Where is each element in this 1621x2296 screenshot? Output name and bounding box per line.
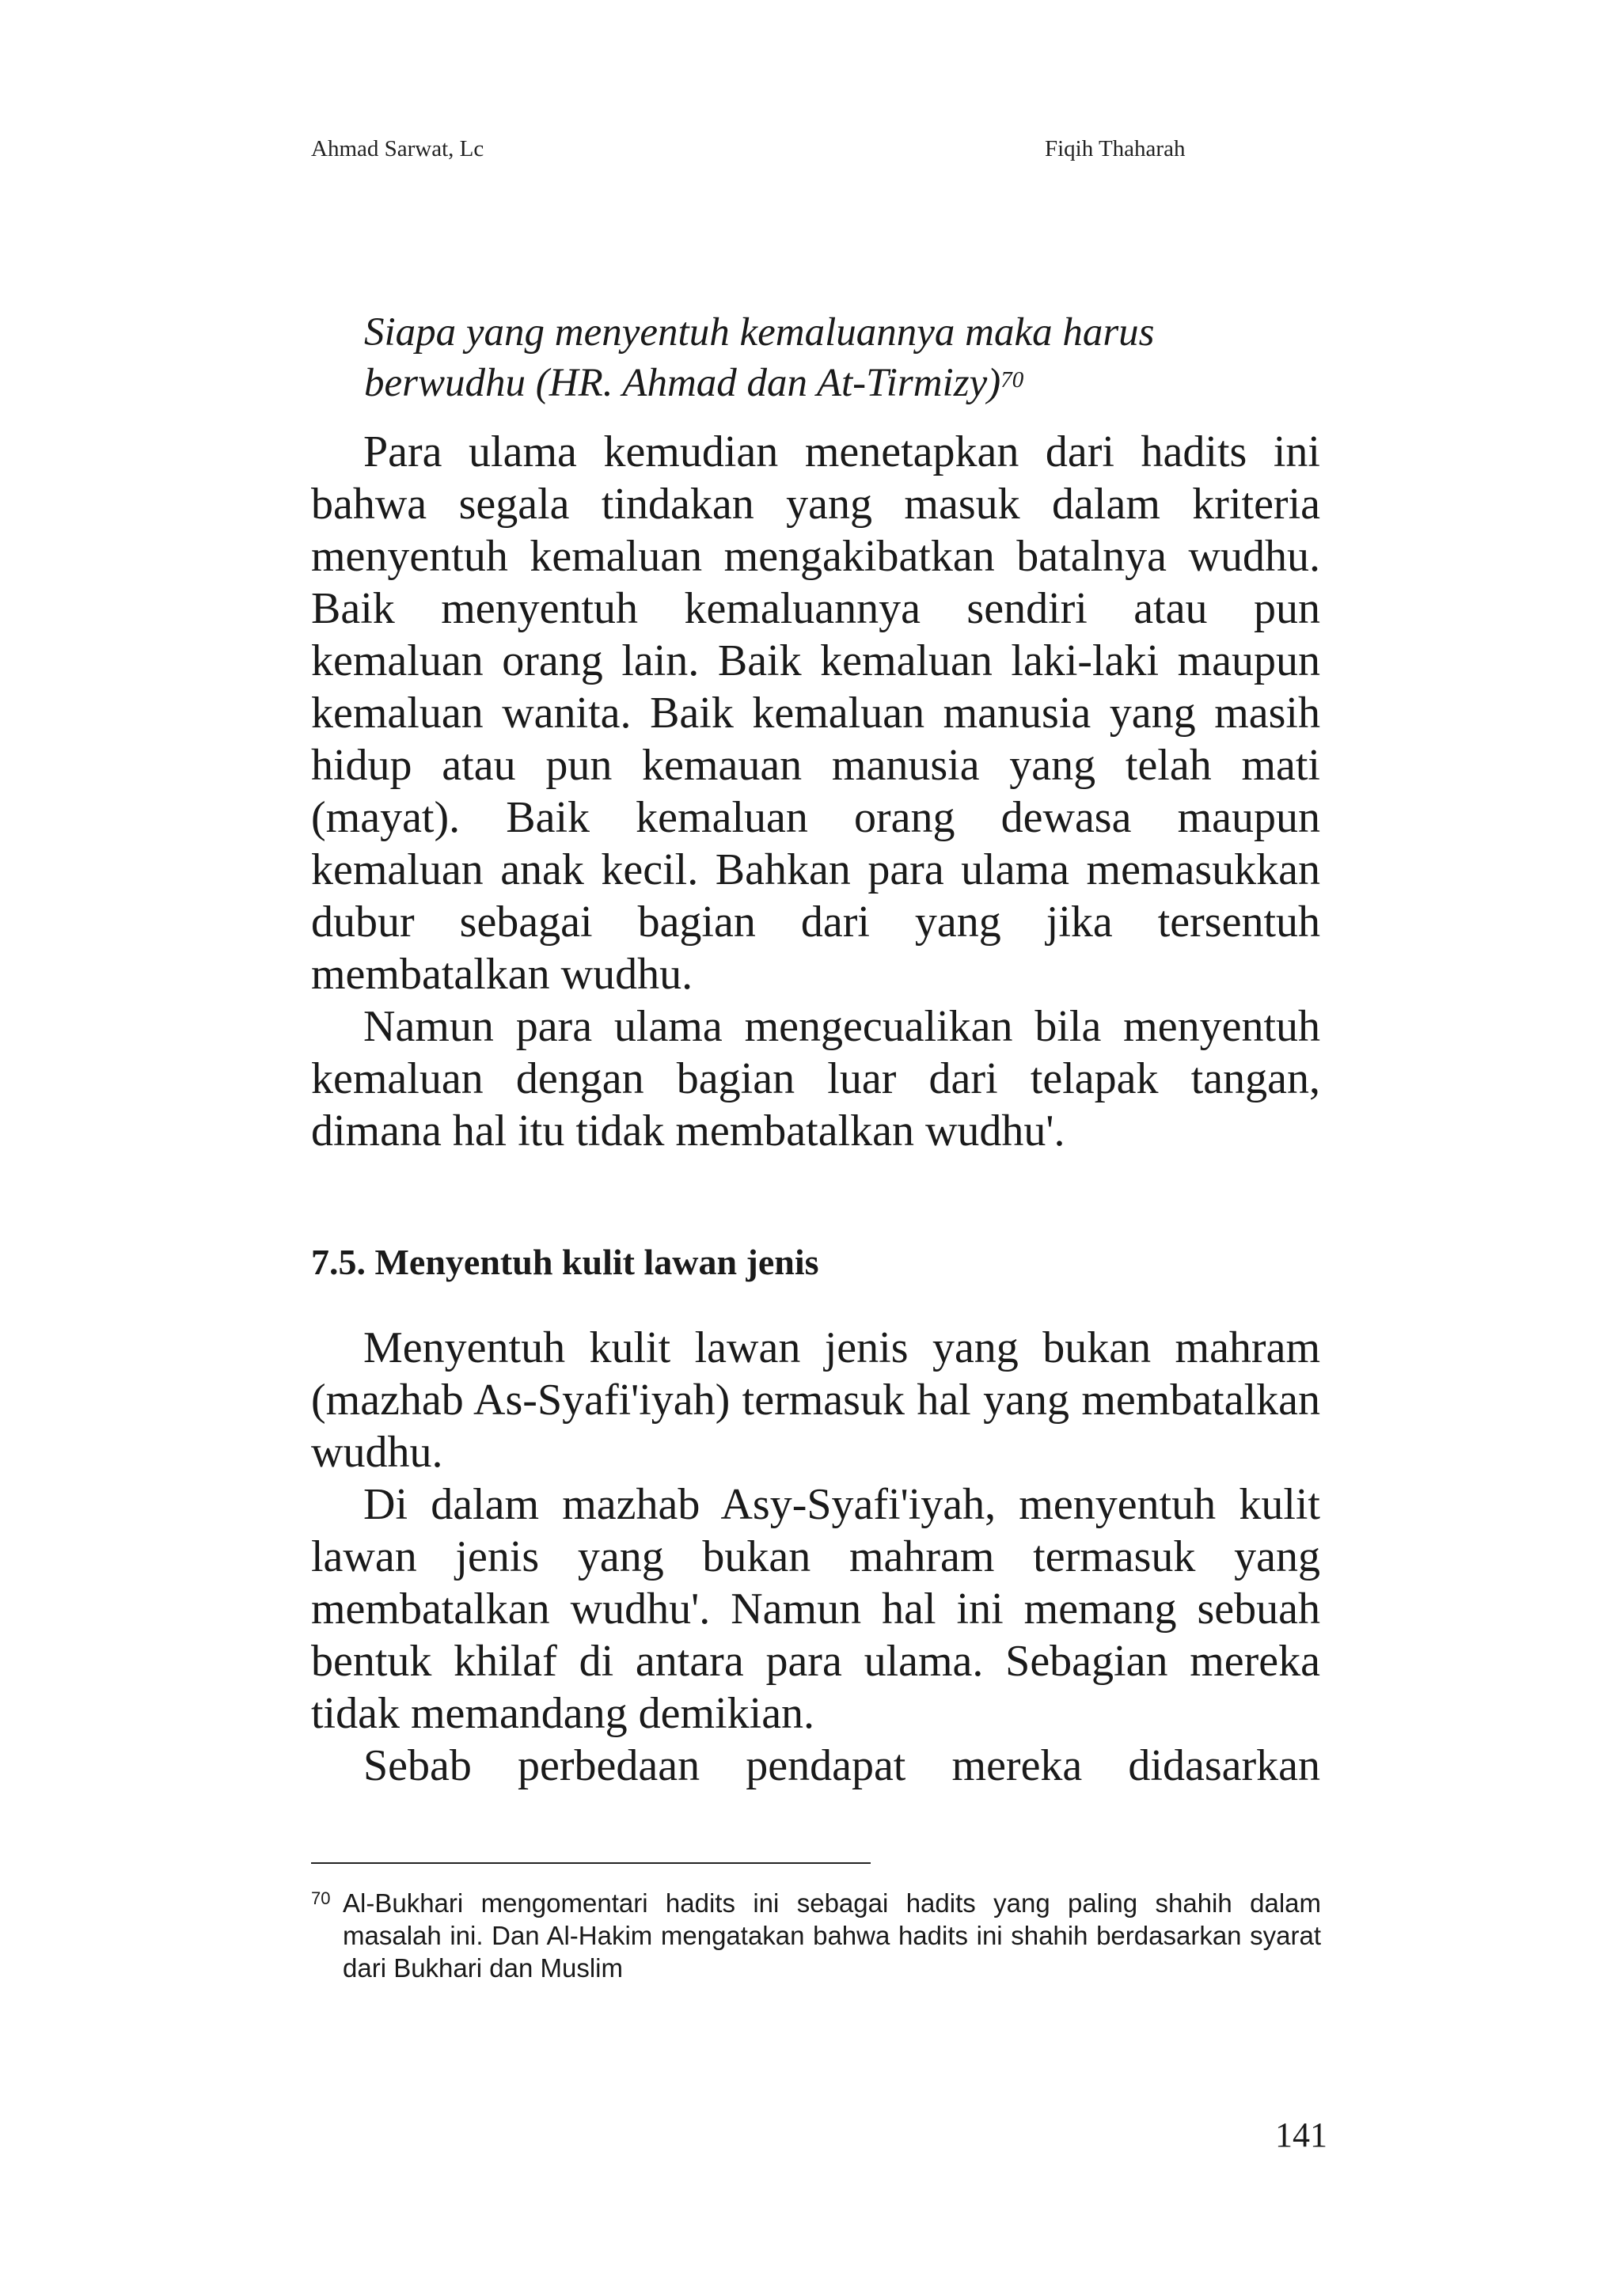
page-number: 141: [1275, 2116, 1327, 2154]
paragraph-continued: Sebab perbedaan pendapat mereka didasarkan: [363, 1741, 1320, 1790]
paragraph: Menyentuh kulit lawan jenis yang bukan mahram (mazhab As-Syafi'iyah) termasuk hal yang membatalkan wudhu.: [311, 1323, 1320, 1477]
footnote-separator: [311, 1862, 871, 1864]
paragraph: Namun para ulama mengecualikan bila menyentuh kemaluan dengan bagian luar dari telapak tangan, dimana hal itu tidak membatalkan wudhu'.: [311, 1002, 1320, 1156]
body-section-1: [311, 426, 1320, 1157]
section-heading: 7.5. Menyentuh kulit lawan jenis: [311, 1242, 819, 1282]
paragraph: Para ulama kemudian menetapkan dari hadits ini bahwa segala tindakan yang masuk dalam kriteria menyentuh kemaluan mengakibatkan batalnya wudhu. Baik menyentuh kemaluannya sendiri atau pun kemaluan orang lain. Baik kemaluan laki-laki maupun kemaluan wanita. Baik kemaluan manusia yang masih hidup atau pun kemauan manusia yang telah mati (mayat). Baik kemaluan orang dewasa maupun kemaluan anak kecil. Bahkan para ulama memasukkan dubur sebagai bagian dari yang jika tersentuh membatalkan wudhu.: [311, 427, 1320, 999]
footnote: [311, 1887, 1321, 1984]
footnote-number: 70: [311, 1888, 331, 1908]
running-header-title: Fiqih Thaharah: [1045, 136, 1186, 161]
hadith-quote: [364, 307, 1322, 408]
paragraph: Di dalam mazhab Asy-Syafi'iyah, menyentuh kulit lawan jenis yang bukan mahram termasuk yang membatalkan wudhu'. Namun hal ini memang sebuah bentuk khilaf di antara para ulama. Sebagian mereka tidak memandang demikian.: [311, 1480, 1320, 1738]
footnote-reference: 70: [1000, 367, 1024, 393]
body-section-2: [311, 1322, 1320, 1792]
hadith-quote-text: Siapa yang menyentuh kemaluannya maka harus berwudhu (HR. Ahmad dan At-Tirmizy): [364, 310, 1155, 405]
footnote-text: Al-Bukhari mengomentari hadits ini sebagai hadits yang paling shahih dalam masalah ini. Dan Al-Hakim mengatakan bahwa hadits ini shahih berdasarkan syarat dari Bukhari dan Muslim: [343, 1888, 1321, 1983]
running-header-author: Ahmad Sarwat, Lc: [311, 136, 484, 161]
